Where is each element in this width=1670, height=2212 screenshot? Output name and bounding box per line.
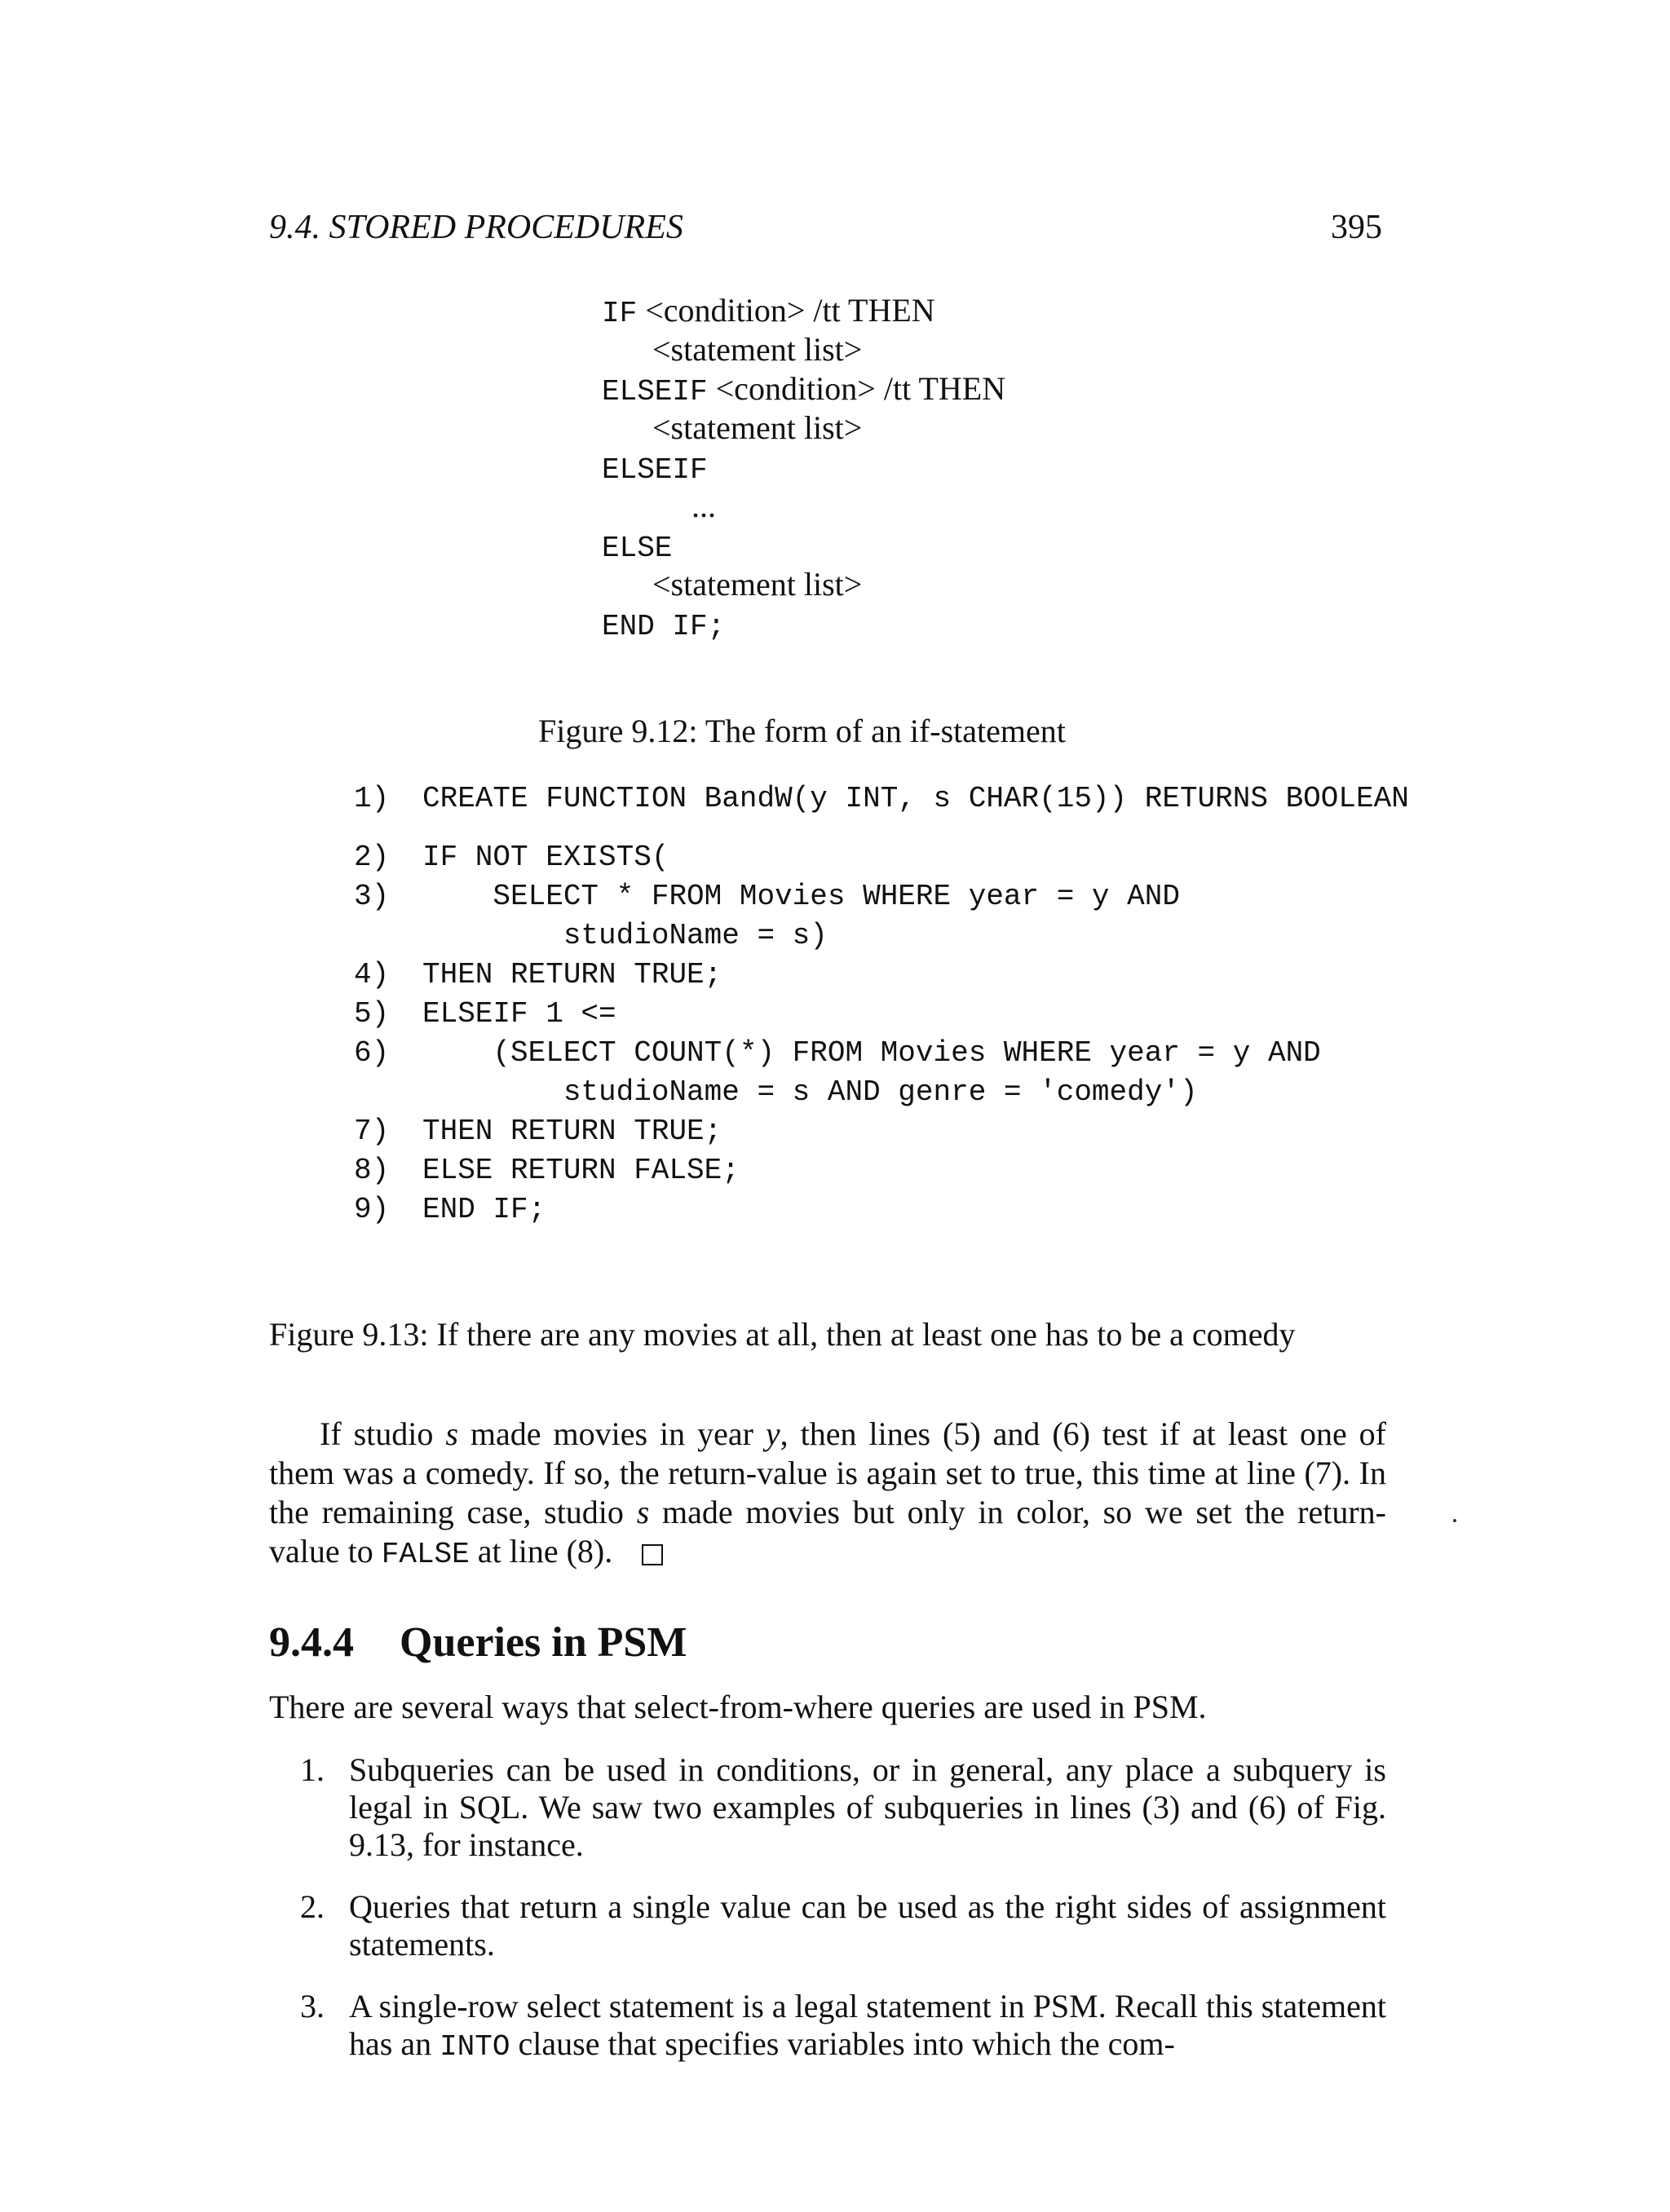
figure-9-12 — [602, 291, 1005, 643]
code-text: ELSE RETURN FALSE; — [422, 1154, 740, 1187]
keyword: IF — [602, 297, 638, 330]
list-item — [300, 1888, 1386, 1963]
section-intro: There are several ways that select-from-where queries are used in PSM. — [269, 1689, 1207, 1725]
false-keyword: FALSE — [381, 1538, 470, 1571]
list-item-text: Queries that return a single value can be used as the right sides of assignment statements. — [349, 1888, 1386, 1963]
line-number: 6) — [354, 1036, 390, 1070]
code-line — [354, 877, 1409, 916]
code-text: IF NOT EXISTS( — [422, 841, 669, 874]
running-header-title: 9.4. STORED PROCEDURES — [269, 209, 683, 246]
fig12-line — [602, 408, 1005, 448]
var-s: s — [636, 1494, 650, 1530]
figure-9-12-caption: Figure 9.12: The form of an if-statement — [538, 713, 1066, 749]
fig12-line — [602, 604, 1005, 643]
code-gap — [354, 819, 1409, 838]
code-line — [354, 1112, 1409, 1151]
line-text: <condition> /tt THEN — [637, 292, 935, 329]
line-text: <statement list> — [652, 331, 863, 368]
line-number: 9) — [354, 1193, 390, 1226]
code-text: SELECT * FROM Movies WHERE year = y AND — [422, 880, 1180, 913]
figure-9-13-code — [354, 779, 1409, 1230]
line-number: 3) — [354, 880, 390, 913]
code-line — [354, 1034, 1409, 1073]
fig12-line — [602, 487, 1005, 526]
line-text: <statement list> — [652, 566, 863, 603]
code-text: (SELECT COUNT(*) FROM Movies WHERE year = y AND — [422, 1036, 1321, 1070]
line-text: <condition> /tt THEN — [707, 370, 1006, 407]
paragraph-text: at line (8). — [469, 1533, 613, 1570]
code-line — [354, 1151, 1409, 1190]
code-line — [354, 995, 1409, 1034]
line-number: 2) — [354, 841, 390, 874]
line-number — [354, 1073, 422, 1112]
fig12-line — [602, 565, 1005, 604]
body-paragraph — [269, 1415, 1386, 1574]
paragraph-text: made movies but only in color, so we set the return-value to — [269, 1494, 1387, 1570]
paragraph-text: made movies in year — [457, 1415, 766, 1452]
code-line — [354, 956, 1409, 995]
fig12-line — [602, 526, 1005, 565]
keyword: ELSEIF — [602, 453, 708, 487]
code-line — [354, 1190, 1409, 1230]
code-text: ELSEIF 1 <= — [422, 997, 616, 1031]
paragraph-text: , then lines (5) and (6) test if at least one of them was a comedy. If so, the return-value is again set to true, this time at line (7). In the remaining case, studio — [269, 1415, 1386, 1530]
figure-9-13-caption: Figure 9.13: If there are any movies at all, then at least one has to be a comedy — [269, 1316, 1296, 1353]
code-line — [354, 1073, 1409, 1112]
keyword: END IF; — [602, 610, 726, 643]
var-y: y — [765, 1415, 780, 1452]
line-number: 7) — [354, 1115, 390, 1148]
code-text: THEN RETURN TRUE; — [422, 1115, 722, 1148]
list-item-text-part: clause that specifies variables into which the com- — [510, 2025, 1175, 2062]
page-number: 395 — [1331, 209, 1382, 246]
code-text: END IF; — [422, 1193, 546, 1226]
line-number: 1) — [354, 782, 390, 815]
list-item-text — [349, 1988, 1386, 2066]
list-item — [300, 1751, 1386, 1864]
line-number — [354, 916, 422, 956]
line-text: <statement list> — [652, 409, 863, 446]
fig12-line — [602, 448, 1005, 487]
fig12-line — [602, 291, 1005, 330]
fig12-line — [602, 330, 1005, 369]
list-marker: 3. — [300, 1988, 325, 2024]
into-keyword: INTO — [440, 2030, 510, 2064]
code-text: CREATE FUNCTION BandW(y INT, s CHAR(15)) RETURNS BOOLEAN — [422, 782, 1409, 815]
section-number: 9.4.4 — [269, 1619, 354, 1666]
section-heading — [269, 1618, 687, 1667]
paragraph-text: If studio — [320, 1415, 446, 1452]
numbered-list — [300, 1751, 1386, 2091]
line-text: ... — [691, 488, 716, 524]
section-title: Queries in PSM — [400, 1619, 687, 1666]
keyword: ELSEIF — [602, 375, 708, 408]
var-s: s — [445, 1415, 458, 1452]
code-line — [354, 916, 1409, 956]
code-text: studioName = s) — [422, 919, 828, 952]
list-marker: 2. — [300, 1888, 325, 1925]
list-marker: 1. — [300, 1751, 325, 1788]
line-number: 8) — [354, 1154, 390, 1187]
fig12-line — [602, 369, 1005, 408]
scan-speck — [1453, 1519, 1456, 1522]
code-line — [354, 779, 1409, 819]
end-of-proof-icon — [642, 1544, 663, 1565]
list-item-text: Subqueries can be used in conditions, or in general, any place a subquery is legal in SQL. We saw two examples of subqueries in lines (3) and (6) of Fig. 9.13, for instance. — [349, 1751, 1386, 1863]
code-line — [354, 838, 1409, 877]
code-text: THEN RETURN TRUE; — [422, 958, 722, 991]
line-number: 5) — [354, 997, 390, 1031]
line-number: 4) — [354, 958, 390, 991]
keyword: ELSE — [602, 532, 673, 565]
list-item-text-part: A single-row select statement is a legal statement in PSM. Recall this statement has an — [349, 1988, 1386, 2062]
code-text: studioName = s AND genre = 'comedy') — [422, 1075, 1198, 1109]
list-item — [300, 1988, 1386, 2066]
